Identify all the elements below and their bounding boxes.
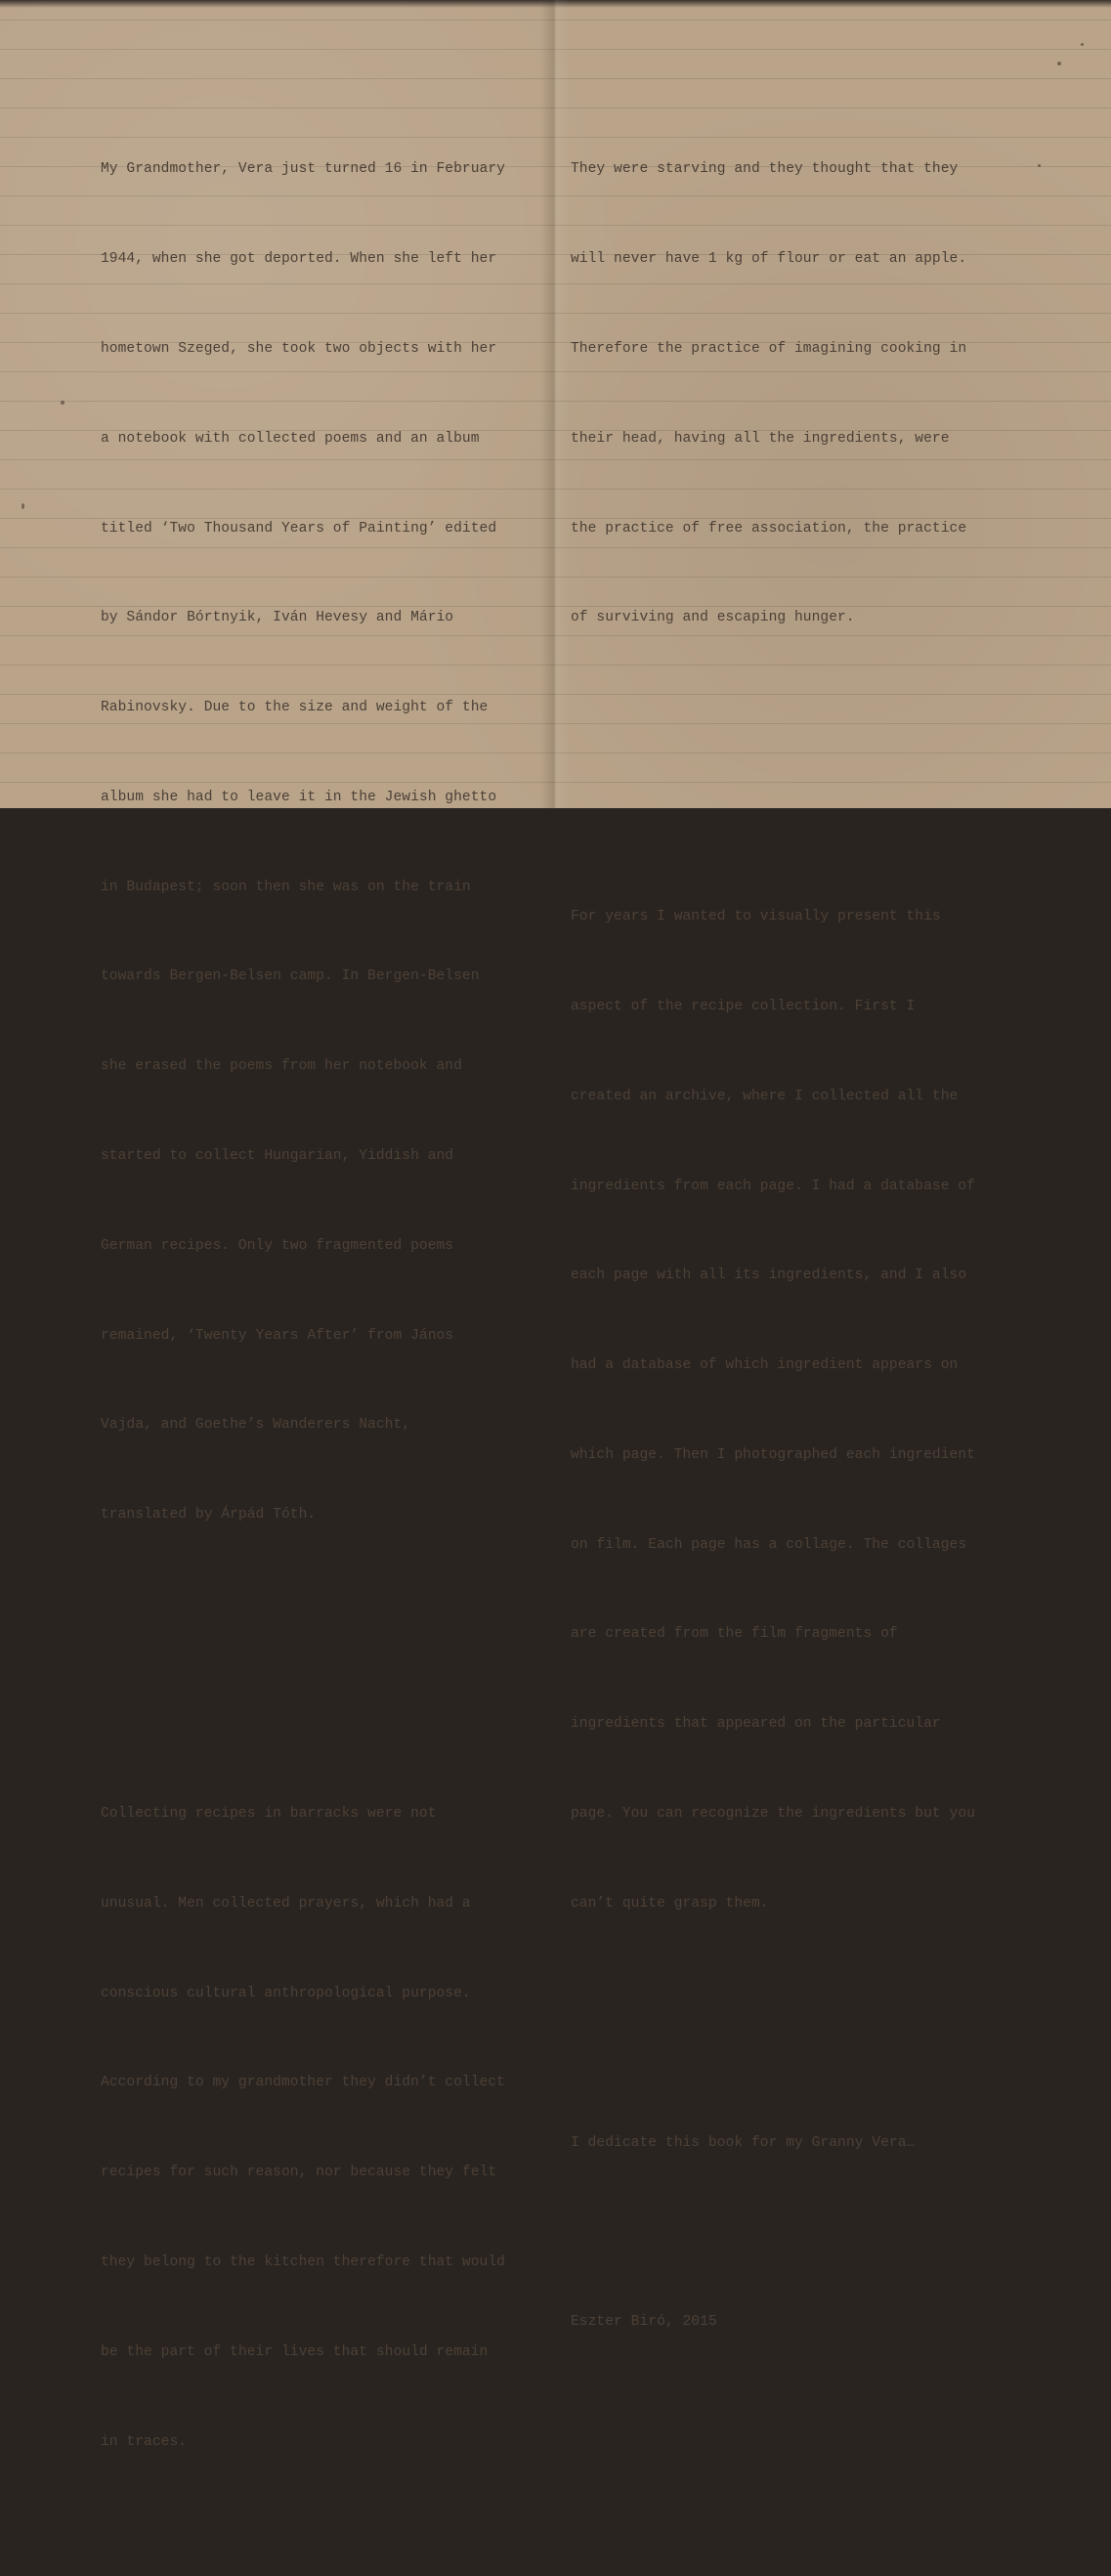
paper-speck [1038,164,1041,167]
right-paragraph-1 [571,95,1020,693]
dedication-text: I dedicate this book for my Granny Vera… [571,2134,916,2151]
text-line: page. You can recognize the ingredients but you [571,1806,975,1823]
left-paragraph-2 [101,1739,545,2516]
text-line: ingredients that appeared on the particular [571,1716,941,1733]
text-line: their head, having all the ingredients, were [571,430,950,447]
text-line: Vajda, and Goethe’s Wanderers Nacht, [101,1417,411,1434]
paragraph-gap [571,2217,1020,2248]
author-signature: Eszter Biró, 2015 [571,2314,717,2331]
text-line: in traces. [101,2433,188,2450]
text-line: can’t quite grasp them. [571,1895,769,1911]
text-line: According to my grandmother they didn’t collect [101,2075,505,2091]
text-line: created an archive, where I collected all the [571,1088,959,1104]
text-line: a notebook with collected poems and an album [101,430,480,447]
text-line: unusual. Men collected prayers, which had a [101,1895,471,1911]
text-line: will never have 1 kg of flour or eat an apple. [571,251,967,268]
text-line: Collecting recipes in barracks were not [101,1806,437,1823]
text-line: remained, ‘Twenty Years After’ from János [101,1327,454,1344]
text-line: conscious cultural anthropological purpose. [101,1985,471,2001]
paper-speck [61,401,64,405]
text-line: album she had to leave it in the Jewish ghetto [101,789,497,805]
paragraph-gap [571,752,1020,783]
text-line: For years I wanted to visually present this [571,909,941,925]
text-line: are created from the film fragments of [571,1626,898,1643]
text-line: which page. Then I photographed each ingredient [571,1446,975,1463]
text-line: They were starving and they thought that they [571,161,959,178]
text-line: aspect of the recipe collection. First I [571,999,916,1014]
left-paragraph-1 [101,95,545,1590]
text-line: ingredients from each page. I had a database of [571,1178,975,1194]
text-line: on film. Each page has a collage. The collages [571,1536,967,1553]
text-line: of surviving and escaping hunger. [571,610,855,626]
text-line: she erased the poems from her notebook and [101,1058,462,1075]
text-line: Therefore the practice of imagining cooking in [571,340,967,357]
text-line: hometown Szeged, she took two objects with her [101,340,497,357]
text-line: each page with all its ingredients, and I also [571,1267,967,1284]
paragraph-gap [101,1650,545,1680]
paper-speck [1081,43,1084,46]
paragraph-gap [571,2039,1020,2069]
text-line: started to collect Hungarian, Yiddish and [101,1147,454,1164]
right-page [571,35,1020,2397]
text-line: the practice of free association, the practice [571,520,967,537]
text-line: German recipes. Only two fragmented poems [101,1237,454,1254]
text-line: in Budapest; soon then she was on the train [101,879,471,895]
text-line: 1944, when she got deported. When she left her [101,251,497,268]
text-line: translated by Árpád Tóth. [101,1507,317,1524]
left-page [101,35,545,2576]
text-line: recipes for such reason, nor because they felt [101,2165,497,2181]
text-line: Rabinovsky. Due to the size and weight of the [101,700,489,716]
text-line: towards Bergen-Belsen camp. In Bergen-Belsen [101,968,480,985]
text-line: by Sándor Bórtnyik, Iván Hevesy and Mário [101,610,454,626]
text-line: had a database of which ingredient appears on [571,1357,959,1374]
text-line: My Grandmother, Vera just turned 16 in February [101,161,505,178]
text-line: be the part of their lives that should remain [101,2343,489,2360]
paper-speck [21,503,24,509]
text-line: titled ‘Two Thousand Years of Painting’ edited [101,520,497,537]
text-line: they belong to the kitchen therefore that would [101,2254,505,2270]
right-paragraph-2 [571,842,1020,1979]
paper-speck [1057,62,1061,65]
